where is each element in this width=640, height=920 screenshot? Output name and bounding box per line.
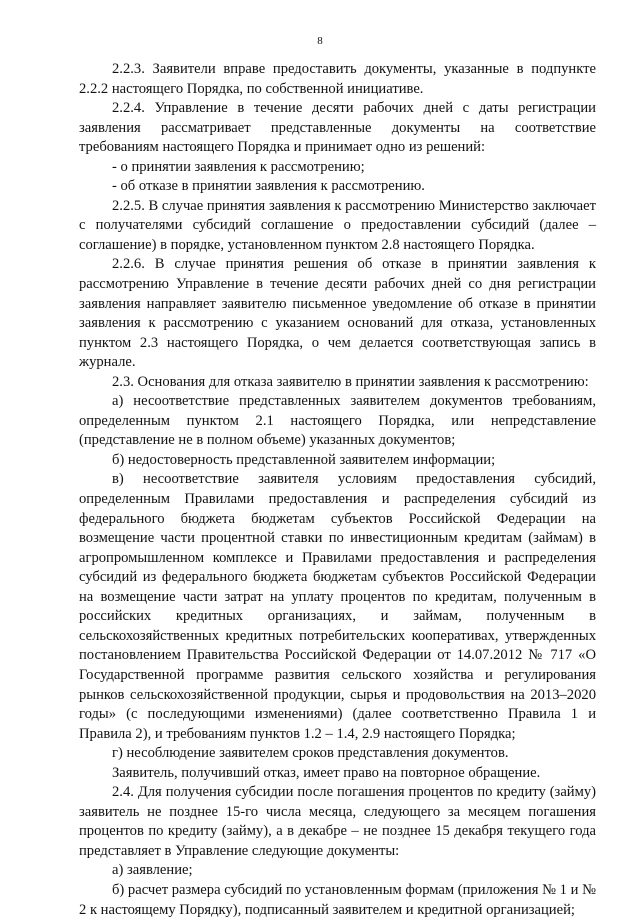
list-item-b: б) недостоверность представленной заявителем информации; [112, 451, 496, 468]
list-item-calculation: б) расчет размера субсидий по установленным формам (приложения № 1 и № 2 к настоящему Порядку), подписанный заявителем и кредитной организацией; [79, 881, 597, 918]
list-item-refuse: - об отказе в принятии заявления к рассмотрению. [112, 178, 425, 195]
paragraph-repeat-request: Заявитель, получивший отказ, имеет право на повторное обращение. [112, 764, 541, 781]
paragraph-2-2-6: 2.2.6. В случае принятия решения об отказе в принятии заявления к рассмотрению Управление в течение десяти рабочих дней со дня регистрации заявления направляет заявителю письменное уведомление об отказе в принятии заявления к рассмотрению с указанием оснований для отказа, установленных пунктом 2.3 настоящего Порядка, о чем делается соответствующая запись в журнале. [79, 256, 596, 371]
list-item-g: г) несоблюдение заявителем сроков представления документов. [112, 745, 509, 762]
paragraph-2-2-4: 2.2.4. Управление в течение десяти рабочих дней с даты регистрации заявления рассматривает представленные документы на соответствие требованиям настоящего Порядка и принимает одно из решений: [79, 100, 596, 156]
paragraph-2-4: 2.4. Для получения субсидии после погашения процентов по кредиту (займу) заявитель не позднее 15-го числа месяца, следующего за месяцем погашения процентов по кредиту (займу), а в декабре – не позднее 15 декабря текущего года представляет в Управление следующие документы: [79, 784, 596, 859]
list-item-v: в) несоответствие заявителя условиям предоставления субсидий, определенным Правилами предоставления и распределения субсидий из федерального бюджета бюджетам субъектов Российской Федерации на возмещение части процентной ставки по инвестиционным кредитам (займам) в агропромышленном комплексе и Правилами предоставления и распределения субсидий из федерального бюджета бюджетам субъектов Российской Федерации на возмещение части затрат на уплату процентов по кредитам, полученным в российских кредитных организациях, и займам, полученным в сельскохозяйственных кредитных потребительских кооперативах, утвержденных постановлением Правительства Российской Федерации от 14.07.2012 № 717 «О Государственной программе развития сельского хозяйства и регулирования рынков сельскохозяйственной продукции, сырья и продовольствия на 2013–2020 годы» (с последующими изменениями) (далее соответственно Правила 1 и Правила 2), и требованиям пунктов 1.2 – 1.4, 2.9 настоящего Порядка; [79, 471, 596, 742]
paragraph-2-2-3: 2.2.3. Заявители вправе предоставить документы, указанные в подпункте 2.2.2 настоящего Порядка, по собственной инициативе. [79, 61, 596, 97]
list-item-a: а) несоответствие представленных заявителем документов требованиям, определенным пунктом 2.1 настоящего Порядка, или непредставление (представление не в полном объеме) указанных документов; [79, 393, 596, 449]
document-body [79, 60, 596, 920]
page-number: 8 [317, 35, 323, 47]
list-item-application: а) заявление; [112, 862, 193, 879]
list-item-accept: - о принятии заявления к рассмотрению; [112, 158, 365, 175]
paragraph-2-3: 2.3. Основания для отказа заявителю в принятии заявления к рассмотрению: [112, 373, 589, 390]
paragraph-2-2-5: 2.2.5. В случае принятия заявления к рассмотрению Министерство заключает с получателями субсидий соглашение о предоставлении субсидий (далее – соглашение) в порядке, установленном пунктом 2.8 настоящего Порядка. [79, 197, 596, 253]
